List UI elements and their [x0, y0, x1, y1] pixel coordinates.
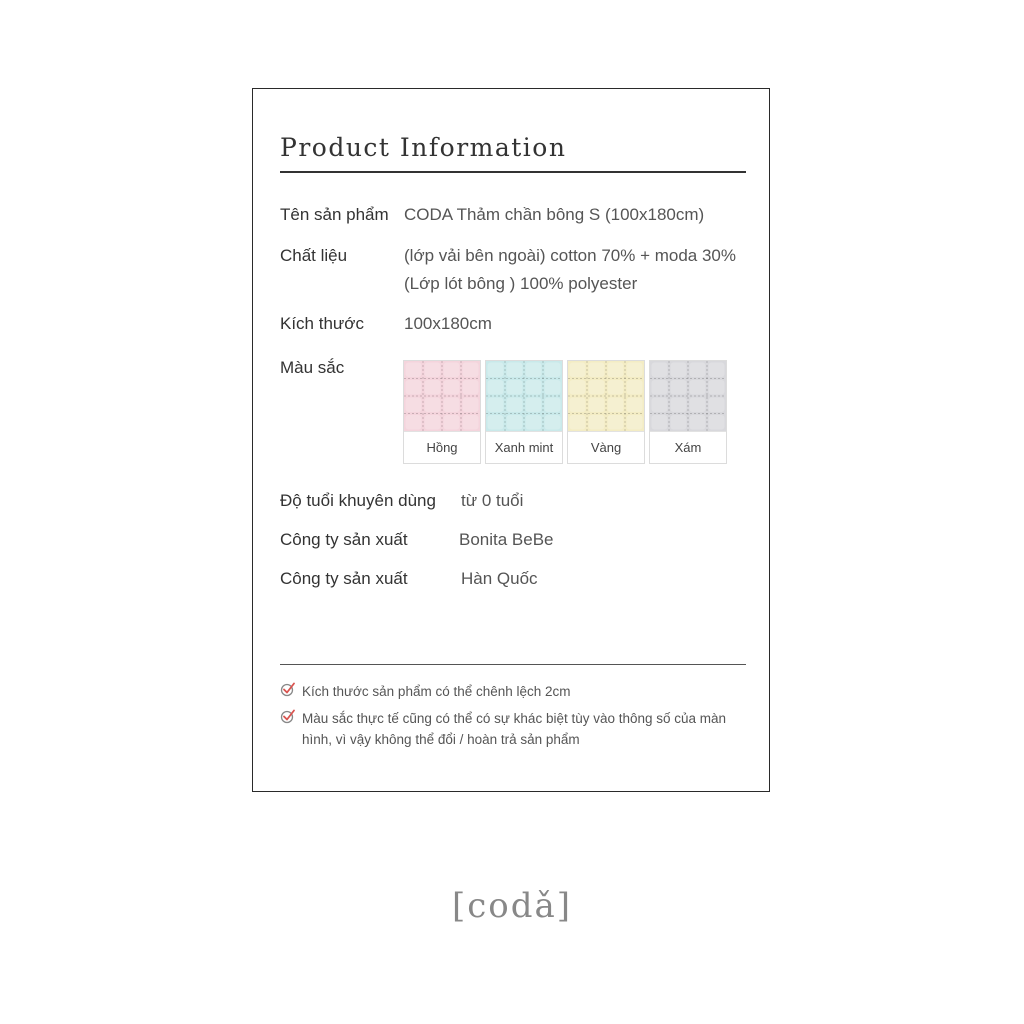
note-size [280, 681, 571, 702]
age-label: Độ tuổi khuyên dùng [280, 491, 436, 510]
origin-value: Hàn Quốc [461, 569, 538, 588]
product-name-value: CODA Thảm chần bông S (100x180cm) [404, 205, 705, 224]
material-value-line2: (Lớp lót bông ) 100% polyester [404, 274, 638, 293]
fabric-sample-pink [404, 361, 480, 431]
note-text-line1: Màu sắc thực tế cũng có thể có sự khác biệt tùy vào thông số của màn [302, 711, 727, 726]
title-divider [280, 171, 746, 173]
note-text-line2: hình, vì vậy không thể đổi / hoàn trả sản phẩm [302, 732, 580, 747]
color-label: Màu sắc [280, 358, 345, 377]
check-icon [280, 681, 302, 702]
material-label: Chất liệu [280, 246, 348, 265]
color-swatches [403, 360, 727, 464]
brand-logo: [codǎ] [451, 886, 573, 926]
product-info-card [252, 88, 770, 792]
color-name: Vàng [568, 431, 644, 463]
check-icon [280, 708, 302, 750]
page-title: Product Information [280, 133, 567, 162]
color-swatch-mint [485, 360, 563, 464]
color-name: Xanh mint [486, 431, 562, 463]
note-text: Kích thước sản phẩm có thể chênh lệch 2cm [302, 684, 571, 699]
size-label: Kích thước [280, 314, 364, 333]
color-swatch-yellow [567, 360, 645, 464]
age-value: từ 0 tuổi [461, 491, 524, 510]
maker-value: Bonita BeBe [459, 530, 554, 549]
notes-divider [280, 664, 746, 665]
color-swatch-grey [649, 360, 727, 464]
fabric-sample-mint [486, 361, 562, 431]
product-name-label: Tên sản phẩm [280, 205, 389, 224]
color-name: Hồng [404, 431, 480, 463]
fabric-sample-yellow [568, 361, 644, 431]
fabric-sample-grey [650, 361, 726, 431]
maker-label: Công ty sản xuất [280, 530, 408, 549]
color-name: Xám [650, 431, 726, 463]
color-swatch-pink [403, 360, 481, 464]
note-color [280, 708, 726, 750]
origin-label: Công ty sản xuất [280, 569, 408, 588]
material-value-line1: (lớp vải bên ngoài) cotton 70% + moda 30% [404, 246, 736, 265]
size-value: 100x180cm [404, 314, 492, 333]
